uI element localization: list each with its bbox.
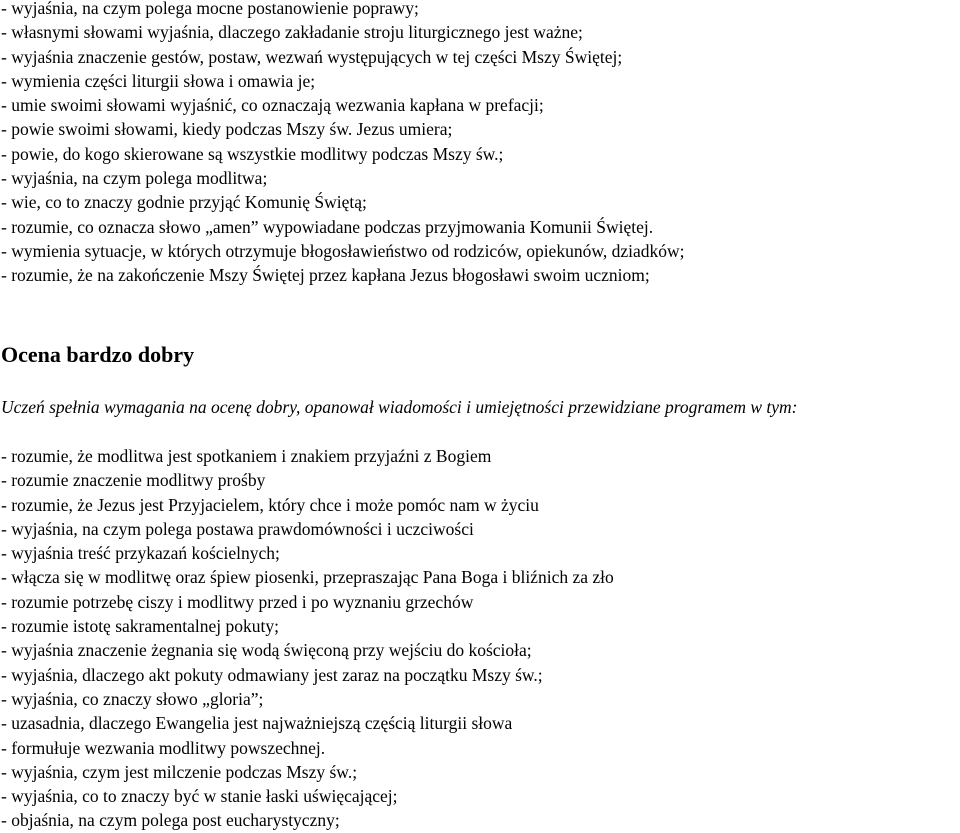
- list-item: - wie, co to znaczy godnie przyjąć Komunię Świętą;: [1, 192, 367, 213]
- list-item: - wymienia części liturgii słowa i omawia je;: [1, 70, 316, 91]
- list-item: - wyjaśnia znaczenie gestów, postaw, wezwań występujących w tej części Mszy Świętej;: [1, 46, 623, 67]
- list-item: - umie swoimi słowami wyjaśnić, co oznaczają wezwania kapłana w prefacji;: [1, 95, 544, 116]
- list-item: - wyjaśnia, na czym polega mocne postanowienie poprawy;: [1, 0, 419, 18]
- list-item: - wyjaśnia, na czym polega postawa prawdomówności i uczciwości: [1, 518, 474, 539]
- list-item: - wyjaśnia treść przykazań kościelnych;: [1, 543, 280, 564]
- list-item: - powie, do kogo skierowane są wszystkie modlitwy podczas Mszy św.;: [1, 143, 504, 164]
- list-item: - wymienia sytuacje, w których otrzymuje błogosławieństwo od rodziców, opiekunów, dziadków;: [1, 240, 685, 261]
- list-item: - rozumie, że modlitwa jest spotkaniem i znakiem przyjaźni z Bogiem: [1, 446, 492, 466]
- requirements-list-top: [1, 0, 684, 288]
- list-item: - rozumie istotę sakramentalnej pokuty;: [1, 616, 279, 637]
- section-heading: Ocena bardzo dobry: [1, 342, 195, 367]
- list-item: - objaśnia, na czym polega post eucharystyczny;: [1, 810, 340, 831]
- list-item: - uzasadnia, dlaczego Ewangelia jest najważniejszą częścią liturgii słowa: [1, 713, 513, 734]
- list-item: - wyjaśnia znaczenie żegnania się wodą święconą przy wejściu do kościoła;: [1, 640, 532, 661]
- list-item: - wyjaśnia, dlaczego akt pokuty odmawiany jest zaraz na początku Mszy św.;: [1, 664, 543, 685]
- list-item: - rozumie, że na zakończenie Mszy Świętej przez kapłana Jezus błogosławi swoim uczniom;: [1, 265, 650, 286]
- list-item: - wyjaśnia, na czym polega modlitwa;: [1, 168, 268, 189]
- list-item: - formułuje wezwania modlitwy powszechnej.: [1, 737, 326, 758]
- list-item: - rozumie, że Jezus jest Przyjacielem, który chce i może pomóc nam w życiu: [1, 494, 539, 515]
- list-item: - wyjaśnia, co znaczy słowo „gloria”;: [1, 688, 264, 709]
- list-item: - wyjaśnia, co to znaczy być w stanie łaski uświęcającej;: [1, 786, 398, 807]
- list-item: - wyjaśnia, czym jest milczenie podczas Mszy św.;: [1, 761, 358, 782]
- list-item: - własnymi słowami wyjaśnia, dlaczego zakładanie stroju liturgicznego jest ważne;: [1, 22, 583, 43]
- list-item: - powie swoimi słowami, kiedy podczas Mszy św. Jezus umiera;: [1, 119, 453, 140]
- requirements-list-bottom: [1, 444, 614, 833]
- list-item: - rozumie, co oznacza słowo „amen” wypowiadane podczas przyjmowania Komunii Świętej.: [1, 216, 654, 237]
- list-item: - rozumie znaczenie modlitwy prośby: [1, 470, 266, 491]
- list-item: - rozumie potrzebę ciszy i modlitwy przed i po wyznaniu grzechów: [1, 591, 474, 612]
- section-intro: Uczeń spełnia wymagania na ocenę dobry, opanował wiadomości i umiejętności przewidziane programem w tym:: [1, 397, 798, 417]
- list-item: - włącza się w modlitwę oraz śpiew piosenki, przepraszając Pana Boga i bliźnich za zło: [1, 567, 614, 588]
